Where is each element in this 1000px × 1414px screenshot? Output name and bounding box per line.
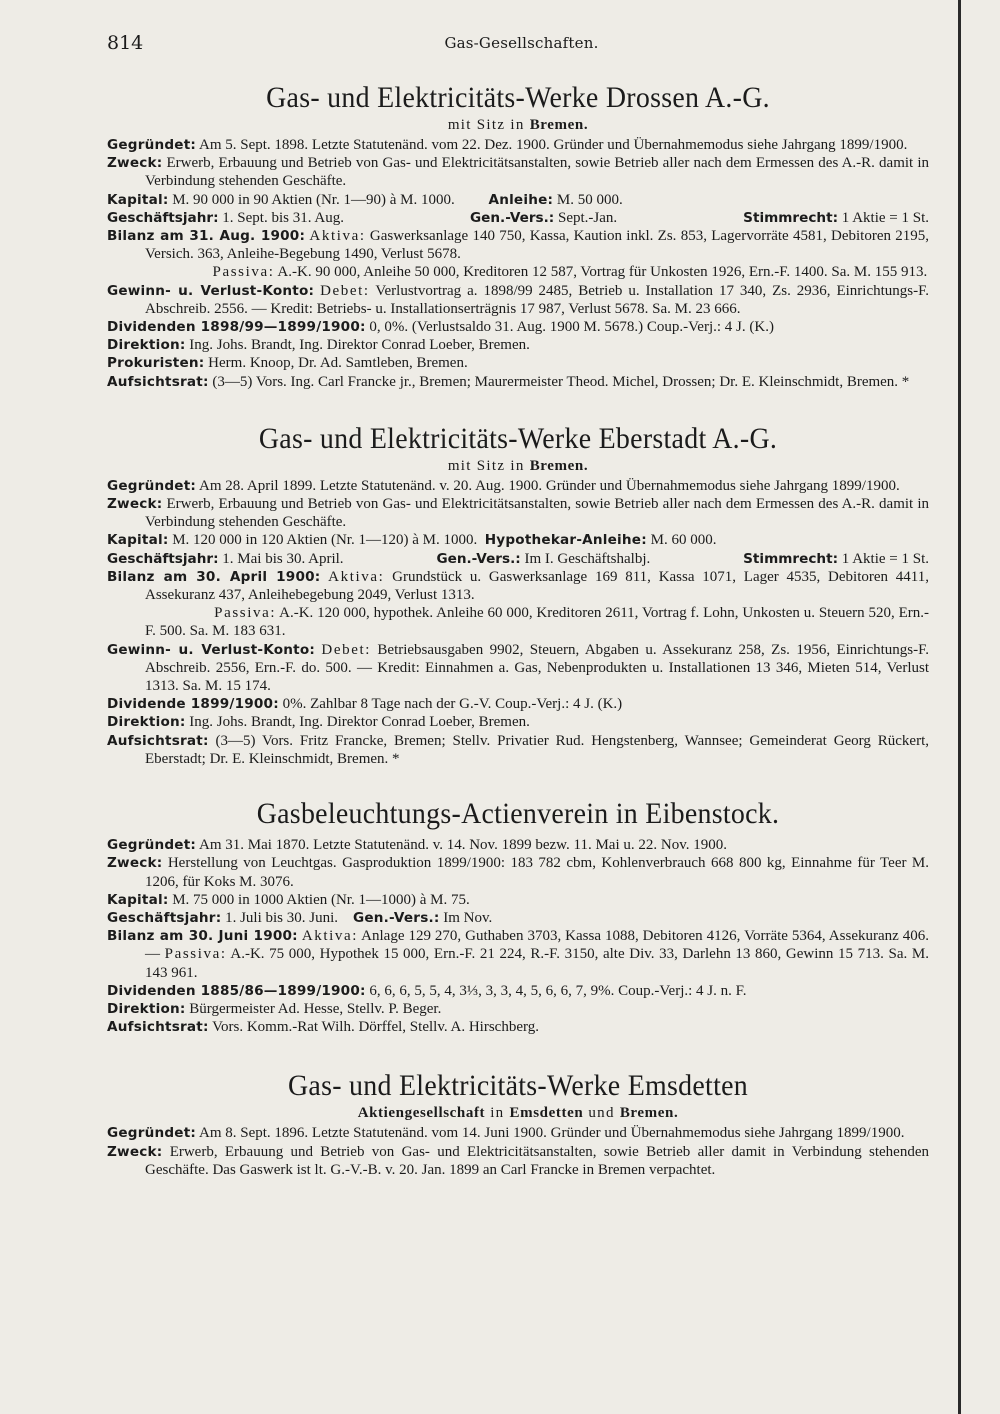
field-value: Anlage 129 270, Guthaben 3703, Kassa 1088, Debitoren 4126, Vorräte 5364, Assekuranz 406. — (145, 928, 930, 963)
field-zweck (107, 1143, 929, 1179)
entry-title: Gas- und Elektricitäts-Werke Drossen A.-G. (266, 81, 770, 114)
field-label: Aufsichtsrat: (107, 373, 209, 390)
field-geschaeftsjahr (107, 909, 929, 927)
field-label: Bilanz am 30. April 1900: (107, 568, 321, 585)
field-value: A.-K. 120 000, hypothek. Anleihe 60 000, Kreditoren 2611, Vortrag f. Lohn, Unkosten u. Steuern 520, Ern.-F. 500. Sa. M. 183 631. (145, 605, 929, 640)
field-value: (3—5) Vors. Ing. Carl Francke jr., Bremen; Maurermeister Theod. Michel, Drossen; Dr. E. Kleinschmidt, Bremen. * (212, 373, 910, 390)
subtitle-city: Emsdetten (509, 1105, 584, 1122)
field-sublabel: Passiva: (164, 946, 227, 963)
field-kapital (107, 531, 929, 549)
field-label: Direktion: (107, 337, 186, 354)
field-value: A.-K. 75 000, Hypothek 15 000, Ern.-F. 21 224, R.-F. 3150, alte Div. 33, Darlehn 13 860, Gewinn 15 713. Sa. M. 143 961. (145, 946, 929, 981)
field-label: Kapital: (107, 891, 169, 908)
field-direktion (107, 336, 929, 354)
field-label: Dividenden 1885/86—1899/1900: (107, 982, 366, 999)
field-label: Prokuristen: (107, 355, 205, 372)
field-aufsichtsrat (107, 373, 929, 391)
field-geschaeftsjahr-row (107, 550, 929, 568)
field-value: Vors. Komm.-Rat Wilh. Dörffel, Stellv. A. Hirschberg. (212, 1019, 539, 1036)
subtitle-text: mit Sitz in (447, 457, 525, 474)
field-label: Gen.-Vers.: (353, 909, 440, 926)
subtitle-city: Bremen. (529, 117, 589, 133)
field-label: Anleihe: (488, 191, 554, 208)
field-kapital (107, 891, 929, 909)
field-label: Aufsichtsrat: (107, 732, 209, 749)
entry-drossen (107, 80, 929, 391)
field-geschaeftsjahr-row (107, 209, 929, 227)
field-label: Hypothekar-Anleihe: (484, 532, 647, 549)
field-value: M. 75 000 in 1000 Aktien (Nr. 1—1000) à M. 75. (172, 891, 470, 908)
field-zweck (107, 854, 929, 890)
field-value: Ing. Johs. Brandt, Ing. Direktor Conrad Loeber, Bremen. (189, 337, 530, 354)
field-value: 0, 0%. (Verlustsaldo 31. Aug. 1900 M. 5678.) Coup.-Verj.: 4 J. (K.) (369, 319, 774, 336)
field-value: Am 28. April 1899. Letzte Statutenänd. v. 20. Aug. 1900. Gründer und Übernahmemodus siehe Jahrgang 1899/1900. (199, 477, 900, 494)
subtitle-text: und (588, 1105, 615, 1122)
field-value: Ing. Johs. Brandt, Ing. Direktor Conrad Loeber, Bremen. (189, 714, 530, 731)
field-label: Gen.-Vers.: (469, 209, 555, 226)
field-label: Gegründet: (107, 837, 197, 854)
field-value: 1. Juli bis 30. Juni. (225, 909, 339, 926)
field-value: Grundstück u. Gaswerksanlage 169 811, Kassa 1071, Lager 4535, Debitoren 4411, Assekuranz 437, Anleihebegebung 2049, Verlust 1313. (145, 568, 929, 604)
field-gewinn (107, 641, 929, 696)
field-label: Stimmrecht: (743, 550, 839, 567)
entry-emsdetten (107, 1068, 929, 1179)
entry-eberstadt (107, 421, 929, 768)
field-prokuristen (107, 354, 929, 372)
field-label: Stimmrecht: (743, 209, 839, 226)
field-label: Zweck: (107, 1143, 163, 1160)
field-label: Geschäftsjahr: (107, 909, 222, 926)
field-label: Gen.-Vers.: (436, 550, 521, 567)
field-label: Geschäftsjahr: (107, 550, 219, 567)
field-label: Direktion: (107, 714, 186, 731)
field-value: Am 5. Sept. 1898. Letzte Statutenänd. vom 22. Dez. 1900. Gründer und Übernahmemodus siehe Jahrgang 1899/1900. (199, 137, 908, 153)
entry-subtitle (107, 457, 929, 475)
field-sublabel: Passiva: (212, 264, 275, 281)
field-value: Herm. Knoop, Dr. Ad. Samtleben, Bremen. (208, 355, 468, 372)
field-gewinn (107, 282, 929, 318)
field-value: Betriebsausgaben 9902, Steuern, Abgaben u. Assekuranz 258, Zs. 1956, Einrichtungs-F. Abschreib. 2556, Ern.-F. do. 500. — Kredit: Einnahmen a. Gas, Nebenprodukten u. Installationen 13 346, Mieten 514, Verlust 1313. Sa. M. 15 174. (145, 641, 929, 695)
field-value: 1. Sept. bis 31. Aug. (222, 209, 344, 226)
field-aufsichtsrat (107, 732, 929, 768)
field-value: Verlustvortrag a. 1898/99 2485, Betrieb u. Installation 17 340, Zs. 2936, Einrichtungs-F. Abschreib. 2556. — Kredit: Betriebs- u. Installationserträgnis 17 987, Verlust 5678. Sa. M. 23 666. (145, 282, 929, 317)
field-gegruendet (107, 477, 929, 495)
field-sublabel: Aktiva: (309, 228, 366, 245)
column-divider (958, 0, 961, 1414)
field-value: 1 Aktie = 1 St. (841, 550, 929, 567)
entry-title: Gasbeleuchtungs-Actienverein in Eibenstock. (256, 797, 780, 831)
field-zweck (107, 154, 929, 190)
field-kapital (107, 191, 929, 209)
field-value: 0%. Zahlbar 8 Tage nach der G.-V. Coup.-Verj.: 4 J. (K.) (282, 696, 623, 713)
field-value: Erwerb, Erbauung und Betrieb von Gas- und Elektricitätsanstalten, sowie Betrieb aller damit in Verbindung stehenden Geschäfte. Das Gaswerk ist lt. G.-V.-B. v. 20. Jan. 1899 an Carl Francke in Bremen verpachtet. (145, 1143, 929, 1178)
field-gegruendet (107, 836, 929, 854)
field-value: Sept.-Jan. (557, 209, 618, 226)
field-value: M. 120 000 in 120 Aktien (Nr. 1—120) à M. 1000. (172, 532, 478, 549)
field-dividenden (107, 318, 929, 336)
subtitle-city: Bremen. (619, 1105, 679, 1122)
field-sublabel: Passiva: (214, 605, 277, 622)
field-value: Herstellung von Leuchtgas. Gasproduktion 1899/1900: 183 782 cbm, Kohlenverbrauch 668 800 kg, Einnahme für Teer M. 1206, für Koks M. 3076. (145, 855, 930, 890)
field-value: 6, 6, 6, 5, 5, 4, 3⅓, 3, 3, 4, 5, 6, 6, 7, 9%. Coup.-Verj.: 4 J. n. F. (369, 982, 747, 999)
field-label: Dividende 1899/1900: (107, 696, 279, 713)
field-bilanz (107, 568, 929, 641)
field-value: A.-K. 90 000, Anleihe 50 000, Kreditoren 12 587, Vortrag für Unkosten 1926, Ern.-F. 1400. Sa. M. 155 913. (277, 264, 928, 281)
subtitle-city: Bremen. (529, 457, 589, 474)
field-value: Am 8. Sept. 1896. Letzte Statutenänd. vom 14. Juni 1900. Gründer und Übernahmemodus siehe Jahrgang 1899/1900. (199, 1125, 905, 1142)
field-label: Dividenden 1898/99—1899/1900: (107, 319, 366, 336)
field-label: Zweck: (107, 855, 163, 872)
field-label: Gegründet: (107, 137, 197, 153)
field-sublabel: Aktiva: (328, 568, 385, 585)
page-number: 814 (107, 32, 144, 54)
field-label: Kapital: (107, 532, 169, 549)
field-label: Aufsichtsrat: (107, 1019, 209, 1036)
field-label: Geschäftsjahr: (107, 209, 219, 226)
field-label: Zweck: (107, 496, 163, 513)
field-sublabel: Debet: (321, 641, 372, 658)
field-label: Gegründet: (107, 477, 197, 494)
field-value: Im Nov. (443, 909, 493, 926)
field-bilanz (107, 227, 929, 282)
field-label: Zweck: (107, 155, 163, 172)
field-sublabel: Debet: (320, 282, 370, 299)
field-label: Gewinn- u. Verlust-Konto: (107, 641, 316, 658)
entry-title: Gas- und Elektricitäts-Werke Eberstadt A.-G. (258, 421, 778, 455)
field-value: Bürgermeister Ad. Hesse, Stellv. P. Beger. (189, 1000, 442, 1017)
page-content (107, 70, 929, 1179)
field-value: 1 Aktie = 1 St. (841, 209, 929, 226)
field-aufsichtsrat (107, 1018, 929, 1036)
entry-title: Gas- und Elektricitäts-Werke Emsdetten (287, 1069, 749, 1103)
field-value: Erwerb, Erbauung und Betrieb von Gas- und Elektricitätsanstalten, sowie Betrieb aller nach dem Ermessen des A.-R. damit in Verbindung stehenden Geschäfte. (145, 496, 930, 531)
running-head: Gas-Gesellschaften. (444, 34, 599, 52)
entry-subtitle (107, 1104, 929, 1122)
field-value: M. 60 000. (650, 532, 717, 549)
field-value: Erwerb, Erbauung und Betrieb von Gas- und Elektricitätsanstalten, sowie Betrieb aller nach dem Ermessen des A.-R. damit in Verbindung stehenden Geschäfte. (145, 155, 930, 190)
field-value: Am 31. Mai 1870. Letzte Statutenänd. v. 14. Nov. 1899 bezw. 11. Mai u. 22. Nov. 1900. (199, 837, 727, 854)
field-value: M. 50 000. (556, 191, 623, 208)
field-value: (3—5) Vors. Fritz Francke, Bremen; Stellv. Privatier Rud. Hengstenberg, Wannsee; Gemeinderat Georg Rückert, Eberstadt; Dr. E. Kleinschmidt, Bremen. * (145, 732, 929, 767)
subtitle-text: mit Sitz in (447, 117, 525, 133)
field-label: Bilanz am 30. Juni 1900: (107, 928, 298, 945)
entry-eibenstock (107, 796, 929, 1036)
field-label: Gewinn- u. Verlust-Konto: (107, 282, 315, 299)
field-label: Kapital: (107, 191, 169, 208)
field-value: Im I. Geschäftshalbj. (524, 550, 651, 567)
field-label: Direktion: (107, 1000, 186, 1017)
field-direktion (107, 713, 929, 731)
field-label: Gegründet: (107, 1125, 197, 1142)
field-value: 1. Mai bis 30. April. (222, 550, 344, 567)
field-sublabel: Aktiva: (301, 928, 359, 945)
field-value: M. 90 000 in 90 Aktien (Nr. 1—90) à M. 1000. (172, 191, 455, 208)
field-zweck (107, 495, 929, 531)
field-gegruendet (107, 136, 929, 154)
field-label: Bilanz am 31. Aug. 1900: (107, 228, 306, 245)
entry-subtitle (107, 116, 929, 134)
subtitle-text: in (490, 1105, 505, 1122)
subtitle-company-form: Aktiengesellschaft (357, 1105, 486, 1122)
field-dividende (107, 695, 929, 713)
field-direktion (107, 1000, 929, 1018)
field-value: Gaswerksanlage 140 750, Kassa, Kaution inkl. Zs. 853, Lagervorräte 4581, Debitoren 2195, Versich. 363, Anleihe-Begebung 1490, Verlust 5678. (145, 228, 930, 263)
field-bilanz (107, 927, 929, 982)
field-gegruendet (107, 1124, 929, 1142)
field-dividenden (107, 982, 929, 1000)
